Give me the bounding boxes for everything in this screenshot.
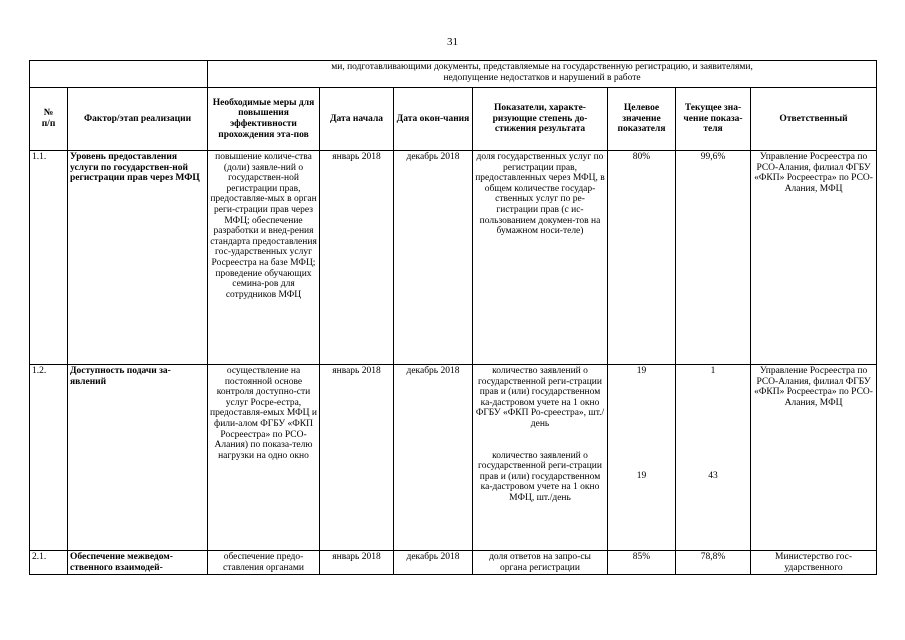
row-factor: Уровень предоставления услуги по государствен-ной регистрации прав через МФЦ xyxy=(68,151,208,365)
row-current-spacer xyxy=(678,377,748,471)
header-current: Текущее зна-чение показа-теля xyxy=(676,88,751,151)
banner-row xyxy=(30,61,877,88)
header-factor: Фактор/этап реализации xyxy=(68,88,208,151)
row-number: 2.1. xyxy=(30,551,68,575)
row-currents xyxy=(676,365,751,551)
row-factor: Доступность подачи за-явлений xyxy=(68,365,208,551)
row-indicators xyxy=(473,365,608,551)
row-target-a: 19 xyxy=(636,366,647,376)
row-current: 99,6% xyxy=(676,151,751,365)
row-current-a: 1 xyxy=(710,366,716,376)
row-indicator-a: количество заявлений о государственной реги-страции прав и (или) государственном ка-дастровом учете на 1 окно ФГБУ «ФКП Ро-среестра», шт./день xyxy=(475,366,605,429)
row-current-b: 43 xyxy=(708,470,718,481)
banner-line-2: недопущение недостатков и нарушений в работе xyxy=(443,72,641,83)
header-num xyxy=(30,88,68,151)
measures-table xyxy=(29,60,877,575)
row-targets xyxy=(608,365,676,551)
header-num-top: № xyxy=(43,108,54,119)
row-start-date: январь 2018 xyxy=(320,151,394,365)
row-measures: осуществление на постоянной основе контроля доступно-сти услуг Росре-естра, предоставля-емых МФЦ и фили-алом ФГБУ «ФКП Росреестра» по РСО-Алания) по показа-телю нагрузки на одно окно xyxy=(208,365,320,551)
row-start-date: январь 2018 xyxy=(320,365,394,551)
row-end-date: декабрь 2018 xyxy=(394,365,473,551)
row-target-b: 19 xyxy=(636,470,647,481)
row-measures: обеспечение предо-ставления органами xyxy=(208,551,320,575)
table-row xyxy=(30,151,877,365)
banner-line-1: ми, подготавливающими документы, представляемые на государственную регистрацию, и заявителями, xyxy=(331,62,753,72)
row-end-date: декабрь 2018 xyxy=(394,551,473,575)
row-start-date: январь 2018 xyxy=(320,551,394,575)
banner-cell xyxy=(208,61,877,88)
row-indicator: доля государственных услуг по регистрации прав, предоставленных через МФЦ, в общем количестве государ-ственных услуг по ре-гистрации прав (с ис-пользованием докумен-тов на бумажном носи-теле) xyxy=(473,151,608,365)
row-responsible: Министерство гос-ударственного xyxy=(751,551,877,575)
row-responsible: Управление Росреестра по РСО-Алания, филиал ФГБУ «ФКП» Росреестра» по РСО-Алания, МФЦ xyxy=(751,151,877,365)
banner-empty-cell xyxy=(30,61,208,88)
header-end-date: Дата окон-чания xyxy=(394,88,473,151)
row-target: 85% xyxy=(608,551,676,575)
header-responsible: Ответственный xyxy=(751,88,877,151)
header-row xyxy=(30,88,877,151)
row-indicator-b: количество заявлений о государственной реги-страции прав и (или) государственном ка-дастровом учете на 1 окно МФЦ, шт./день xyxy=(478,450,602,503)
row-current: 78,8% xyxy=(676,551,751,575)
row-responsible: Управление Росреестра по РСО-Алания, филиал ФГБУ «ФКП» Росреестра» по РСО-Алания, МФЦ xyxy=(751,365,877,551)
page-number: 31 xyxy=(447,36,458,48)
header-indicators: Показатели, характе-ризующие степень до-стижения результата xyxy=(473,88,608,151)
row-number: 1.2. xyxy=(30,365,68,551)
header-target: Целевое значение показателя xyxy=(608,88,676,151)
row-indicator: доля ответов на запро-сы органа регистрации xyxy=(473,551,608,575)
table-row xyxy=(30,551,877,575)
row-measures: повышение количе-ства (доли) заявле-ний о государствен-ной регистрации прав, предоставляе-мых в орган реги-страции прав через МФЦ; обеспечение разработки и внед-рения стандарта предоставления гос-ударственных услуг Росреестра на базе МФЦ; проведение обучающих семина-ров для сотрудников МФЦ xyxy=(208,151,320,365)
table-row xyxy=(30,365,877,551)
header-measures: Необходимые меры для повышения эффективности прохождения эта-пов xyxy=(208,88,320,151)
row-end-date: декабрь 2018 xyxy=(394,151,473,365)
row-indicator-spacer xyxy=(475,430,605,451)
row-number: 1.1. xyxy=(30,151,68,365)
row-target-spacer xyxy=(610,377,673,471)
row-factor: Обеспечение межведом-ственного взаимодей- xyxy=(68,551,208,575)
header-start-date: Дата начала xyxy=(320,88,394,151)
header-num-bottom: п/п xyxy=(41,119,56,129)
row-target: 80% xyxy=(608,151,676,365)
